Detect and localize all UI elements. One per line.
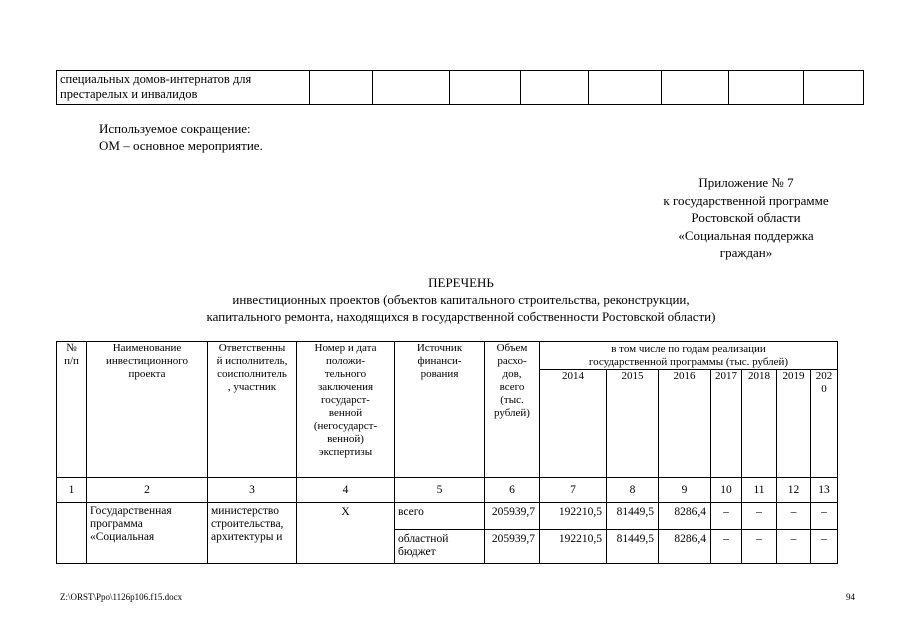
- investment-projects-table: [56, 341, 838, 564]
- header-text: п/п: [64, 355, 79, 367]
- header-years-group: [540, 342, 838, 370]
- total-amount: 205939,7: [485, 530, 540, 564]
- header-number: [57, 342, 87, 478]
- document-title: [56, 274, 866, 325]
- header-text: венной: [328, 407, 363, 419]
- header-total: [485, 342, 540, 478]
- amount-2016: 8286,4: [659, 503, 711, 530]
- column-number: 9: [659, 478, 711, 503]
- expertise: Х: [297, 503, 395, 564]
- cell-text: специальных домов-интернатов для: [60, 72, 252, 86]
- page-number: 94: [846, 592, 855, 602]
- appendix-line: к государственной программе: [663, 192, 829, 208]
- amount-2018: –: [742, 530, 777, 564]
- cell-text: престарелых и инвалидов: [60, 87, 198, 101]
- table-cell: [662, 71, 729, 105]
- amount-2019: –: [777, 503, 811, 530]
- header-text: рублей): [494, 407, 530, 419]
- column-number-row: [57, 478, 838, 503]
- cell-text: областной: [398, 533, 449, 545]
- header-text: Ответственны: [218, 342, 286, 354]
- table-cell: [589, 71, 662, 105]
- column-number: 3: [208, 478, 297, 503]
- header-text: государст-: [321, 394, 370, 406]
- title-line: капитального ремонта, находящихся в государственной собственности Ростовской области): [206, 309, 716, 324]
- header-text: инвестиционного: [106, 355, 188, 367]
- executor: [208, 503, 297, 564]
- cell-text: архитектуры и: [211, 531, 283, 543]
- table-row: [57, 503, 838, 530]
- column-number: 7: [540, 478, 607, 503]
- table-cell: [310, 71, 373, 105]
- column-number: 11: [742, 478, 777, 503]
- appendix-line: граждан»: [719, 245, 773, 260]
- header-text: расхо-: [497, 355, 527, 367]
- appendix-line: Ростовской области: [691, 210, 801, 225]
- header-text: экспертизы: [318, 446, 373, 458]
- header-text: Номер и дата: [314, 342, 377, 354]
- column-number: 8: [607, 478, 659, 503]
- column-number: 10: [711, 478, 742, 503]
- amount-2020: –: [811, 530, 838, 564]
- abbreviation-heading: Используемое сокращение:: [99, 121, 251, 136]
- header-text: Наименование: [112, 342, 182, 354]
- header-text: положи-: [325, 355, 366, 367]
- header-text: всего: [499, 381, 525, 393]
- header-text: 202: [815, 370, 833, 382]
- amount-2020: –: [811, 503, 838, 530]
- appendix-line: Приложение № 7: [698, 175, 794, 190]
- cell-text: программа: [90, 518, 143, 530]
- header-text: дов,: [502, 368, 522, 380]
- funding-source: всего: [395, 503, 485, 530]
- column-number: 5: [395, 478, 485, 503]
- header-year: 2018: [742, 370, 777, 478]
- table-cell: [521, 71, 589, 105]
- column-number: 1: [57, 478, 87, 503]
- header-text: Объем: [496, 342, 528, 354]
- column-number: 12: [777, 478, 811, 503]
- table-cell: [450, 71, 521, 105]
- header-year: 2015: [607, 370, 659, 478]
- header-text: 0: [821, 383, 827, 395]
- column-number: 4: [297, 478, 395, 503]
- header-source: [395, 342, 485, 478]
- title-heading: ПЕРЕЧЕНЬ: [428, 275, 494, 290]
- cell-text: бюджет: [398, 546, 436, 558]
- continued-table: [56, 70, 864, 105]
- header-text: №: [66, 342, 77, 354]
- cell-text: строительства,: [211, 518, 284, 530]
- column-number: 13: [811, 478, 838, 503]
- header-text: й исполнитель,: [216, 355, 288, 367]
- amount-2014: 192210,5: [540, 503, 607, 530]
- table-row: [57, 71, 864, 105]
- header-row: [57, 342, 838, 370]
- file-path: Z:\ORST\Ppo\1126p106.f15.docx: [60, 592, 183, 602]
- column-number: 2: [87, 478, 208, 503]
- header-text: , участник: [227, 381, 277, 393]
- header-text: соисполнитель: [217, 368, 287, 380]
- funding-source: [395, 530, 485, 564]
- header-year: 2014: [540, 370, 607, 478]
- abbreviation-text: ОМ – основное мероприятие.: [99, 138, 263, 153]
- header-text: финанси-: [417, 355, 462, 367]
- header-text: рования: [420, 368, 459, 380]
- header-year: [811, 370, 838, 478]
- project-name: [87, 503, 208, 564]
- cell-text: Государственная: [90, 505, 172, 517]
- abbreviation-note: [99, 120, 263, 154]
- amount-2017: –: [711, 503, 742, 530]
- header-text: в том числе по годам реализации: [611, 342, 766, 355]
- header-text: заключения: [317, 381, 374, 393]
- header-text: государственной программы (тыс. рублей): [588, 355, 789, 368]
- total-amount: 205939,7: [485, 503, 540, 530]
- amount-2016: 8286,4: [659, 530, 711, 564]
- header-text: (негосударст-: [313, 420, 378, 432]
- header-text: венной): [327, 433, 364, 445]
- title-line: инвестиционных проектов (объектов капитального строительства, реконструкции,: [232, 292, 690, 307]
- amount-2019: –: [777, 530, 811, 564]
- header-text: Источник: [416, 342, 463, 354]
- header-year: 2019: [777, 370, 811, 478]
- appendix-line: «Социальная поддержка: [678, 227, 814, 243]
- amount-2018: –: [742, 503, 777, 530]
- header-executor: [208, 342, 297, 478]
- header-text: (тыс.: [500, 394, 524, 406]
- column-number: 6: [485, 478, 540, 503]
- cell-text: министерство: [211, 505, 279, 517]
- header-year: 2016: [659, 370, 711, 478]
- cell-text: «Социальная: [90, 531, 155, 543]
- table-cell: [373, 71, 450, 105]
- header-project-name: [87, 342, 208, 478]
- amount-2015: 81449,5: [607, 503, 659, 530]
- appendix-block: [646, 174, 846, 262]
- table-cell: [57, 71, 310, 105]
- header-text: проекта: [128, 368, 166, 380]
- header-expertise: [297, 342, 395, 478]
- amount-2014: 192210,5: [540, 530, 607, 564]
- header-year: 2017: [711, 370, 742, 478]
- header-text: тельного: [324, 368, 367, 380]
- table-cell: [729, 71, 804, 105]
- amount-2015: 81449,5: [607, 530, 659, 564]
- row-number: [57, 503, 87, 564]
- table-cell: [804, 71, 864, 105]
- amount-2017: –: [711, 530, 742, 564]
